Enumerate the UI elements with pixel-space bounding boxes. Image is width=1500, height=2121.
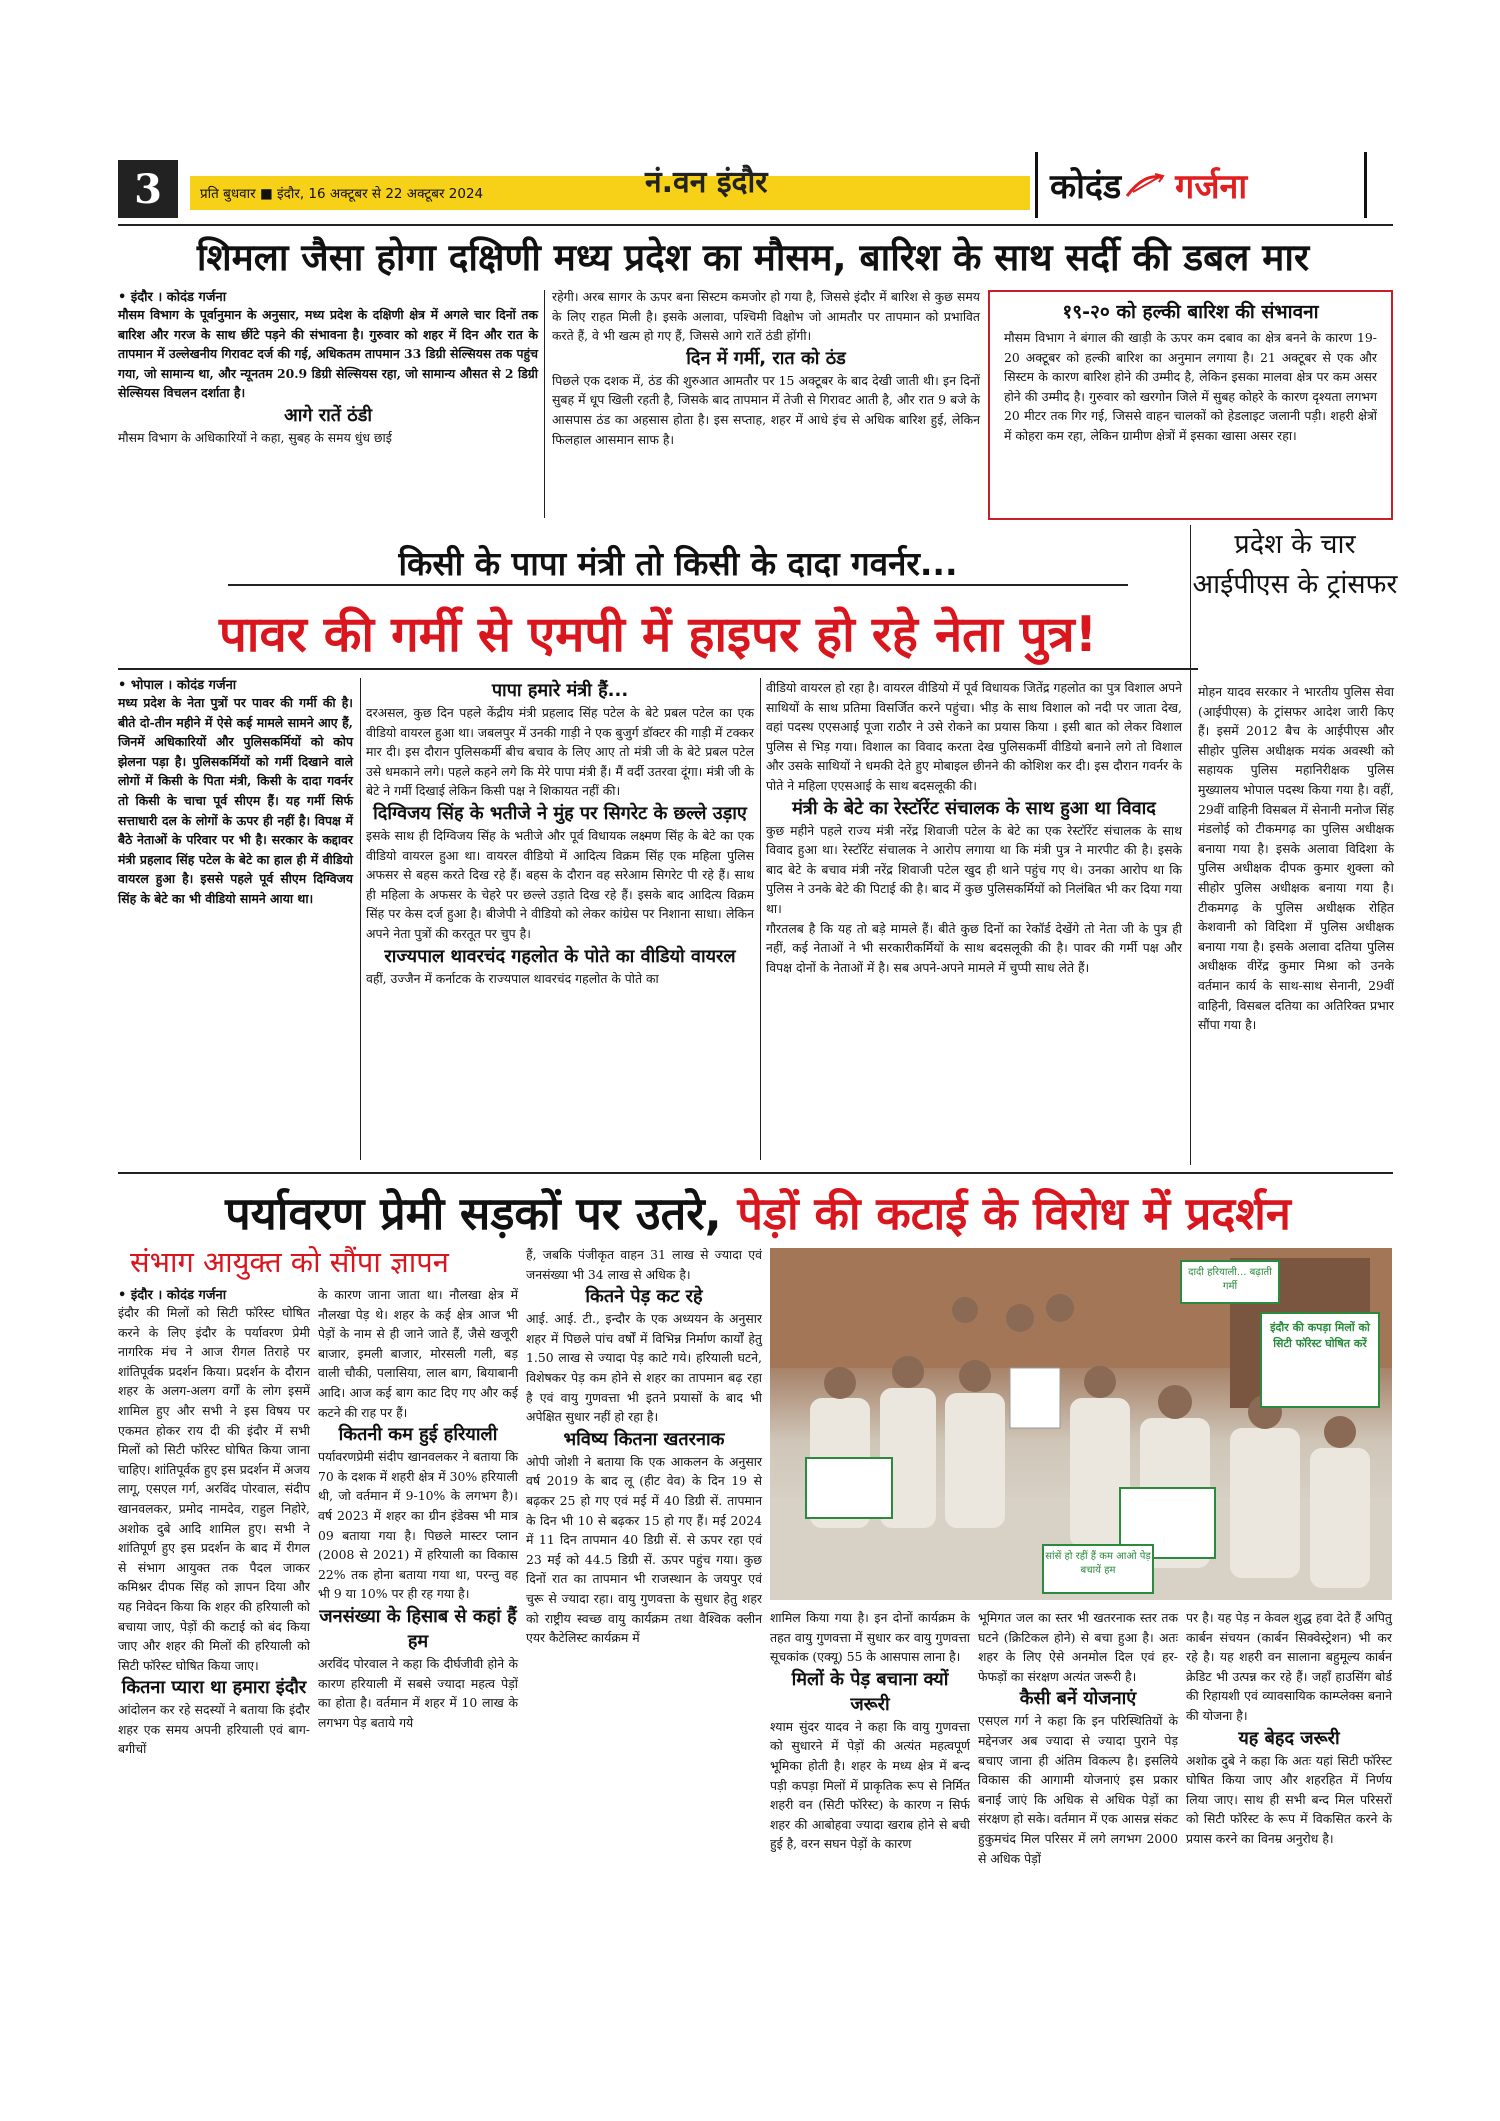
story1-sub2: दिन में गर्मी, रात को ठंड	[686, 347, 846, 369]
story2-col2b: इसके साथ ही दिग्विजय सिंह के भतीजे और पूर्व विधायक लक्ष्मण सिंह के बेटे का एक वीडियो वायरल हुआ था। वायरल वीडियो में आदित्य विक्रम सिंह एक महिला पुलिस अफसर से बहस करते दिख रहे हैं। बहस के दौरान वह सरेआम सिगरेट पी रहे हैं। साथ ही महिला के अफसर के चेहरे पर छल्ले उड़ाते दिख रहे हैं। इसके बाद आदित्य विक्रम सिंह पर केस दर्ज हुआ है। बीजेपी ने वीडियो को लेकर कांग्रेस पर निशाना साधा। लेकिन अपने नेता पुत्रों की करतूत पर चुप है।	[366, 827, 754, 941]
story2-headline: पावर की गर्मी से एमपी में हाइपर हो रहे नेता पुत्र!	[218, 606, 1098, 663]
story2-col1	[118, 675, 353, 909]
story3-col2a: के कारण जाना जाता था। नौलखा क्षेत्र में नौलखा पेड़ थे। शहर के कई क्षेत्र आज भी पेड़ों के नाम से ही जाने जाते हैं, जैसे खजूरी बाजार, इमली बाजार, मोरसली गली, बड़ वाली चौकी, पलासिया, लाल बाग, बियाबानी आदि। आज कई बाग काट दिए गए और कई कटने की राह पर हैं।	[318, 1287, 518, 1420]
story3-col4a: शामिल किया गया है। इन दोनों कार्यक्रम के तहत वायु गुणवत्ता में सुधार कर वायु गुणवत्ता सूचकांक (एक्यू) 55 के आसपास लाना है।	[770, 1610, 970, 1665]
newspaper-logo	[1035, 152, 1367, 218]
story1-col1	[118, 287, 538, 448]
story3-sub-c4: कितने पेड़ कट रहे	[585, 1286, 703, 1308]
story3-col4b: श्याम सुंदर यादव ने कहा कि वायु गुणवत्ता को सुधारने में पेड़ों की अत्यंत महत्वपूर्ण भूमिका होती है। शहर के मध्य क्षेत्र में बन्द पड़ी कपड़ा मिलों में प्राकृतिक रूप से निर्मित शहरी वन (सिटी फॉरेस्ट) के कारण न सिर्फ शहर की आबोहवा ज्यादा खराब होने से बची हुई है, वरन सघन पेड़ों के कारण	[770, 1718, 970, 1852]
head2-rule	[118, 668, 1198, 670]
weather-box-title: १९-२० को हल्की बारिश की संभावना	[1062, 301, 1319, 323]
story3-col2	[318, 1285, 518, 1732]
story3-sub-c3: जनसंख्या के हिसाब से कहां हैं हम	[319, 1605, 517, 1652]
col-rule	[360, 678, 361, 1160]
story3-col2b: पर्यावरणप्रेमी संदीप खानवलकर ने बताया कि 70 के दशक में शहरी क्षेत्र में 30% हरियाली थी, जो वर्तमान में 9-10% के लगभग है)। वर्ष 2023 में शहर का ग्रीन इंडेक्स भी मात्र 09 बताया गया है। पिछले मास्टर प्लान (2008 से 2021) में हरियाली का विकास 22% तक होना बताया गया था, परन्तु वह भी 9 या 10% पर ही रह गया है।	[318, 1449, 518, 1602]
story2-col3a: वीडियो वायरल हो रहा है। वायरल वीडियो में पूर्व विधायक जितेंद्र गहलोत का पुत्र विशाल अपने साथियों के साथ प्रतिमा विसर्जित करने पहुंचा। भीड़ के साथ विशाल को नदी पर जाता देख, वहां पदस्थ एएसआई पूजा राठौर ने उसे रोकने का प्रयास किया । इसी बात को लेकर विशाल पुलिस से भिड़ गया। विशाल का विवाद करता देख पुलिसकर्मी वीडियो बनाने लगे तो विशाल और उसके साथियों ने धमकी देते हुए मोबाइल छीनने की कोशिश कर दी। इस दौरान गवर्नर के पोते ने महिला एएसआई के साथ बदसलूकी की।	[766, 680, 1182, 793]
story3-col1	[118, 1285, 310, 1759]
story3-col5	[978, 1608, 1178, 1868]
story1-intro: मौसम विभाग के पूर्वानुमान के अनुसार, मध्य प्रदेश के दक्षिणी क्षेत्र में अगले चार दिनों तक बारिश और गरज के साथ छींटे पड़ने की संभावना है। गुरुवार को शहर में दिन और रात के तापमान में उल्लेखनीय गिरावट दर्ज की गई, अधिकतम तापमान 33 डिग्री सेल्सियस तक पहुंच गया, जो सामान्य था, और न्यूनतम 20.9 डिग्री सेल्सियस रहा, जो सामान्य औसत से 2 डिग्री सेल्सियस विचलन दर्शाता है।	[118, 307, 538, 401]
story2-sub3: राज्यपाल थावरचंद गहलोत के पोते का वीडियो वायरल	[384, 945, 736, 967]
story3-sub-c8: यह बेहद जरूरी	[1238, 1727, 1340, 1749]
story2-sub1: पापा हमारे मंत्री हैं...	[491, 680, 629, 701]
placard-1: दादी हरियाली... बढ़ाती गर्मी	[1180, 1260, 1280, 1304]
story2-col3b: कुछ महीने पहले राज्य मंत्री नरेंद्र शिवाजी पटेल के बेटे का एक रेस्टॉरेंट संचालक के साथ विवाद हुआ था। रेस्टॉरेंट संचालक ने आरोप लगाया था कि मंत्री पुत्र ने मारपीट की है। इसके बाद बेटे के बचाव मंत्री नरेंद्र शिवाजी पटेल खुद ही थाने पहुंच गए थे। उनका आरोप था कि पुलिस ने उनके बेटे की पिटाई की है। बाद में कुछ पुलिसकर्मियों को निलंबित भी कर दिया गया था।	[766, 822, 1182, 916]
ips-story	[1198, 682, 1394, 1035]
ips-title: प्रदेश के चार आईपीएस के ट्रांसफर	[1192, 529, 1398, 600]
story1-byline: • इंदौर । कोदंड गर्जना	[118, 290, 227, 305]
story1-col2a: रहेगी। अरब सागर के ऊपर बना सिस्टम कमजोर हो गया है, जिससे इंदौर में बारिश से कुछ समय के लिए राहत मिली है। इसके अलावा, पश्चिमी विक्षोभ जो आमतौर पर तापमान को प्रभावित करते हैं, वे भी खत्म हो गए हैं, जिससे आगे रातें ठंडी होंगी।	[552, 289, 980, 344]
story2-col2c: वहीं, उज्जैन में कर्नाटक के राज्यपाल थावरचंद गहलोत के पोते का	[366, 970, 659, 986]
story3-col5a: भूमिगत जल का स्तर भी खतरनाक स्तर तक घटने (क्रिटिकल होने) से बचा हुआ है। अतः शहर के लिए ऐसे अनमोल दिल एवं हर-फेफड़ों का संरक्षण अत्यंत जरूरी है।	[978, 1610, 1178, 1684]
story3-col4	[770, 1608, 970, 1854]
story3-byline: • इंदौर । कोदंड गर्जना	[118, 1288, 227, 1303]
weather-box	[988, 290, 1393, 520]
story3-col3a: हैं, जबकि पंजीकृत वाहन 31 लाख से ज्यादा एवं जनसंख्या भी 34 लाख से अधिक है।	[526, 1247, 762, 1282]
story1-col2	[552, 287, 980, 449]
protest-photo	[770, 1248, 1392, 1600]
story3-col3b: आई. आई. टी., इन्दौर के एक अध्ययन के अनुसार शहर में पिछले पांच वर्षों में विभिन्न निर्माण कार्यों हेतु 1.50 लाख से ज्यादा पेड़ काटे गये। हरियाली घटने, विशेषकर पेड़ कम होने से शहर का तापमान बढ़ रहा है एवं वायु गुणवत्ता भी इतने प्रयासों के बाद भी अपेक्षित सुधार नहीं हो रहा है।	[526, 1311, 762, 1425]
logo-part1: कोदंड	[1050, 167, 1122, 207]
story2-strap: किसी के पापा मंत्री तो किसी के दादा गवर्नर...	[398, 544, 958, 583]
edition-name: नं.वन इंदौर	[645, 165, 768, 200]
story3-headline-red: पेड़ों की कटाई के विरोध में प्रदर्शन	[737, 1187, 1291, 1240]
story2-sub2: दिग्विजय सिंह के भतीजे ने मुंह पर सिगरेट के छल्ले उड़ाए	[373, 802, 747, 824]
story3-col6b: अशोक दुबे ने कहा कि अतः यहां सिटी फॉरेस्ट घोषित किया जाए और शहरहित में निर्णय लिया जाए। साथ ही सभी बन्द मिल परिसरों को सिटी फॉरेस्ट के रूप में विकसित करने के प्रयास करने का विनम्र अनुरोध है।	[1186, 1752, 1392, 1846]
bow-arrow-icon	[1125, 170, 1165, 200]
weather-box-text: मौसम विभाग ने बंगाल की खाड़ी के ऊपर कम दबाव का क्षेत्र बनने के कारण 19-20 अक्टूबर को हल्की बारिश का अनुमान लगाया है। 21 अक्टूबर से एक और सिस्टम के कारण बारिश होने की उम्मीद है, लेकिन इसका मालवा क्षेत्र पर कम असर होने की उम्मीद है। गुरुवार को खरगोन जिले में सुबह कोहरे के कारण दृश्यता लगभग 20 मीटर तक गिर गई, जिससे वाहन चालकों को हेडलाइट जलानी पड़ी। शहरी क्षेत्रों में कोहरा कम रहा, लेकिन ग्रामीण क्षेत्रों में इसका खासा असर रहा।	[1004, 330, 1377, 443]
story3-col6	[1186, 1608, 1392, 1849]
story1-headline: शिमला जैसा होगा दक्षिणी मध्य प्रदेश का मौसम, बारिश के साथ सर्दी की डबल मार	[196, 236, 1310, 279]
col-rule	[760, 678, 761, 1160]
story3-col3c: ओपी जोशी ने बताया कि एक आकलन के अनुसार वर्ष 2019 के बाद लू (हीट वेव) के दिन 19 से बढ़कर 25 हो गए एवं मई में 40 डिग्री सें. तापमान के दिन भी 10 से बढ़कर 15 हो गए हैं। मई 2024 में 11 दिन तापमान 40 डिग्री सें. से ऊपर रहा एवं 23 मई को 44.5 डिग्री सें. ऊपर पहुंच गया। कुछ दिनों रात का तापमान भी राजस्थान के जयपुर एवं चुरू से ज्यादा रहा। वायु गुणवत्ता के सुधार हेतु शहर को राष्ट्रीय स्वच्छ वायु कार्यक्रम तथा वैश्विक क्लीन एयर कैटेलिस्ट कार्यक्रम में	[526, 1453, 762, 1646]
story2-col2	[366, 678, 754, 988]
story2-intro: मध्य प्रदेश के नेता पुत्रों पर पावर की गर्मी की है। बीते दो-तीन महीने में ऐसे कई मामले सामने आए हैं, जिनमें अधिकारियों और पुलिसकर्मियों को कोप झेलना पड़ा है। पुलिसकर्मियों को गर्मी दिखाने वाले लोगों में किसी के पिता मंत्री, किसी के दादा गवर्नर तो किसी के चाचा पूर्व सीएम हैं। यह गर्मी सिर्फ सत्ताधारी दल के लोगों के ऊपर ही नहीं है। विपक्ष में बैठे नेताओं के परिवार पर भी है। सरकार के कद्दावर मंत्री प्रहलाद सिंह पटेल के बेटे का हाल ही में वीडियो वायरल हुआ है। इससे पहले पूर्व सीएम दिग्विजय सिंह के बेटे का भी वीडियो सामने आया था।	[118, 695, 353, 906]
logo-part2: गर्जना	[1175, 167, 1248, 207]
story3-col6a: पर है। यह पेड़ न केवल शुद्ध हवा देते हैं अपितु कार्बन संचयन (कार्बन सिक्वेस्ट्रेशन) भी कर रहे है। यह शहरी वन सालाना बहुमूल्य कार्बन क्रेडिट भी उत्पन्न कर रहे हैं। जहाँ हाउसिंग बोर्ड की रिहायशी एवं व्यावसायिक काम्प्लेक्स बनाने की योजना है।	[1186, 1610, 1392, 1723]
story1-sub1: आगे रातें ठंडी	[283, 404, 373, 426]
story2-byline: • भोपाल । कोदंड गर्जना	[118, 678, 237, 693]
story3-sub-c5: भविष्य कितना खतरनाक	[563, 1428, 725, 1450]
story2-col3c: गौरतलब है कि यह तो बड़े मामले हैं। बीते कुछ दिनों का रेकॉर्ड देखेंगे तो नेता जी के पुत्र ही नहीं, कई नेताओं ने भी सरकारीकर्मियों के साथ बदसलूकी की है। पावर की गर्मी पक्ष और विपक्ष दोनों के नेताओं में है। सब अपने-अपने मामले में चुप्पी साध लेते हैं।	[766, 920, 1182, 975]
story3-headline-black: पर्यावरण प्रेमी सड़कों पर उतरे,	[225, 1187, 722, 1240]
strap-rule	[228, 584, 1128, 586]
story2-sub4: मंत्री के बेटे का रेस्टॉरेंट संचालक के साथ हुआ था विवाद	[792, 797, 1156, 819]
story3-col3	[526, 1245, 762, 1648]
ips-text: मोहन यादव सरकार ने भारतीय पुलिस सेवा (आईपीएस) के ट्रांसफर आदेश जारी किए हैं। इसमें 2012 बैच के आईपीएस और सीहोर पुलिस अधीक्षक मयंक अवस्थी को सहायक पुलिस महानिरीक्षक पुलिस मुख्यालय भोपाल पदस्थ किया गया है। वहीं, 29वीं वाहिनी विसबल में सेनानी मनोज सिंह मंडलोई को टीकमगढ़ का पुलिस अधीक्षक बनाया गया है। इसके अलावा विदिशा के पुलिस अधीक्षक दीपक कुमार शुक्ला को सीहोर पुलिस अधीक्षक बनाया गया है। टीकमगढ़ के पुलिस अधीक्षक रोहित केशवानी को विदिशा में पुलिस अधीक्षक बनाया गया है। इसके अलावा दतिया पुलिस अधीक्षक वीरेंद्र कुमार मिश्रा को उनके वर्तमान कार्य के साथ-साथ सेनानी, 29वीं वाहिनी, विसबल दतिया का अतिरिक्त प्रभार सौंपा गया है।	[1198, 684, 1394, 1033]
placard-2: इंदौर की कपड़ा मिलों को सिटी फॉरेस्ट घोषित करें	[1260, 1312, 1380, 1408]
story1-col1-end: मौसम विभाग के अधिकारियों ने कहा, सुबह के समय धुंध छाई	[118, 429, 392, 445]
story3-sub-c7: कैसी बनें योजनाएं	[1019, 1688, 1137, 1710]
story1-col2b: पिछले एक दशक में, ठंड की शुरुआत आमतौर पर 15 अक्टूबर के बाद देखी जाती थी। इन दिनों सुबह में धूप खिली रहती है, जिसके बाद तापमान में तेजी से गिरावट आती है, और रात 9 बजे के आसपास ठंड का अहसास होता है। इस सप्ताह, शहर में आधे इंच से अधिक बारिश हुई, लेकिन फिलहाल आसमान साफ है।	[552, 372, 980, 447]
story3-sub-c6: मिलों के पेड़ बचाना क्यों जरूरी	[791, 1668, 949, 1715]
placard-3: सांसें हो रहीं हैं कम आओ पेड़ बचायें हम	[1042, 1544, 1154, 1594]
col-rule	[544, 290, 545, 518]
story3-sub-c2: कितनी कम हुई हरियाली	[338, 1424, 498, 1446]
story3-col5b: एसएल गर्ग ने कहा कि इन परिस्थितियों के मद्देनजर अब ज्यादा से ज्यादा पुराने पेड़ बचाए जाना ही अंतिम विकल्प है। इसलिये विकास की आगामी योजनाएं इस प्रकार बनाई जाएं कि अधिक से अधिक पेड़ों का संरक्षण हो सके। वर्तमान में एक आसन्न संकट हुकुमचंद मिल परिसर में लगे लगभग 2000 से अधिक पेड़ों	[978, 1713, 1178, 1866]
story3-sub-c1: कितना प्यारा था हमारा इंदौर	[121, 1677, 307, 1699]
col-rule	[1190, 525, 1191, 1165]
story3-col1b: आंदोलन कर रहे सदस्यों ने बताया कि इंदौर शहर एक समय अपनी हरियाली एवं बाग-बगीचों	[118, 1702, 310, 1757]
story2-col2a: दरअसल, कुछ दिन पहले केंद्रीय मंत्री प्रहलाद सिंह पटेल के बेटे प्रबल पटेल का एक वीडियो वायरल हुआ था। जबलपुर में उनकी गाड़ी ने एक बुजुर्ग डॉक्टर की गाड़ी में टक्कर मार दी। इस दौरान पुलिसकर्मी बीच बचाव के लिए आए तो मंत्री जी के बेटे प्रबल पटेल उसे धमकाने लगे। पहले कहने लगे कि मेरे पापा मंत्री हैं। मैं वर्दी उतरवा दूंगा। मंत्री जी के बेटे ने गर्मी दिखाई लेकिन किसी पक्ष ने शिकायत नहीं की।	[366, 705, 754, 799]
story3-col2c: अरविंद पोरवाल ने कहा कि दीर्घजीवी होने के कारण हरियाली में सबसे ज्यादा महत्व पेड़ों का होता है। वर्तमान में शहर में 10 लाख के लगभग पेड़ बताये गये	[318, 1655, 518, 1730]
story3-headline	[118, 1182, 1398, 1243]
story2-col3	[766, 678, 1182, 977]
masthead-rule	[118, 224, 1393, 226]
story3-subhead: संभाग आयुक्त को सौंपा ज्ञापन	[130, 1245, 449, 1279]
section-rule	[118, 1172, 1393, 1174]
page-number: 3	[118, 160, 178, 218]
dateline: प्रति बुधवार ■ इंदौर, 16 अक्टूबर से 22 अक्टूबर 2024	[200, 186, 484, 202]
story3-col1a: इंदौर की मिलों को सिटी फॉरेस्ट घोषित करने के लिए इंदौर के पर्यावरण प्रेमी नागरिक मंच ने आज रीगल तिराहे पर शांतिपूर्वक प्रदर्शन किया। प्रदर्शन के दौरान शहर के अलग-अलग वर्गों के लोग इसमें शामिल हुए और सभी ने इस विषय पर एकमत होकर राय दी की इंदौर में सभी मिलों को सिटी फॉरेस्ट घोषित किया जाना चाहिए। शांतिपूर्वक हुए इस प्रदर्शन में अजय लागू, एसएल गर्ग, अरविंद पोरवाल, संदीप खानवलकर, प्रमोद नामदेव, राहुल निहोरे, अशोक दुबे आदि शामिल हुए। सभी ने शांतिपूर्ण हुए इस प्रदर्शन के बाद में रीगल से संभाग आयुक्त तक पैदल जाकर कमिश्नर दीपक सिंह को ज्ञापन दिया और यह निवेदन किया कि शहर की हरियाली को बचाया जाए, पेड़ों की कटाई को बंद किया जाए और शहर की मिलों की हरियाली को सिटी फॉरेस्ट घोषित किया जाए।	[118, 1305, 310, 1673]
